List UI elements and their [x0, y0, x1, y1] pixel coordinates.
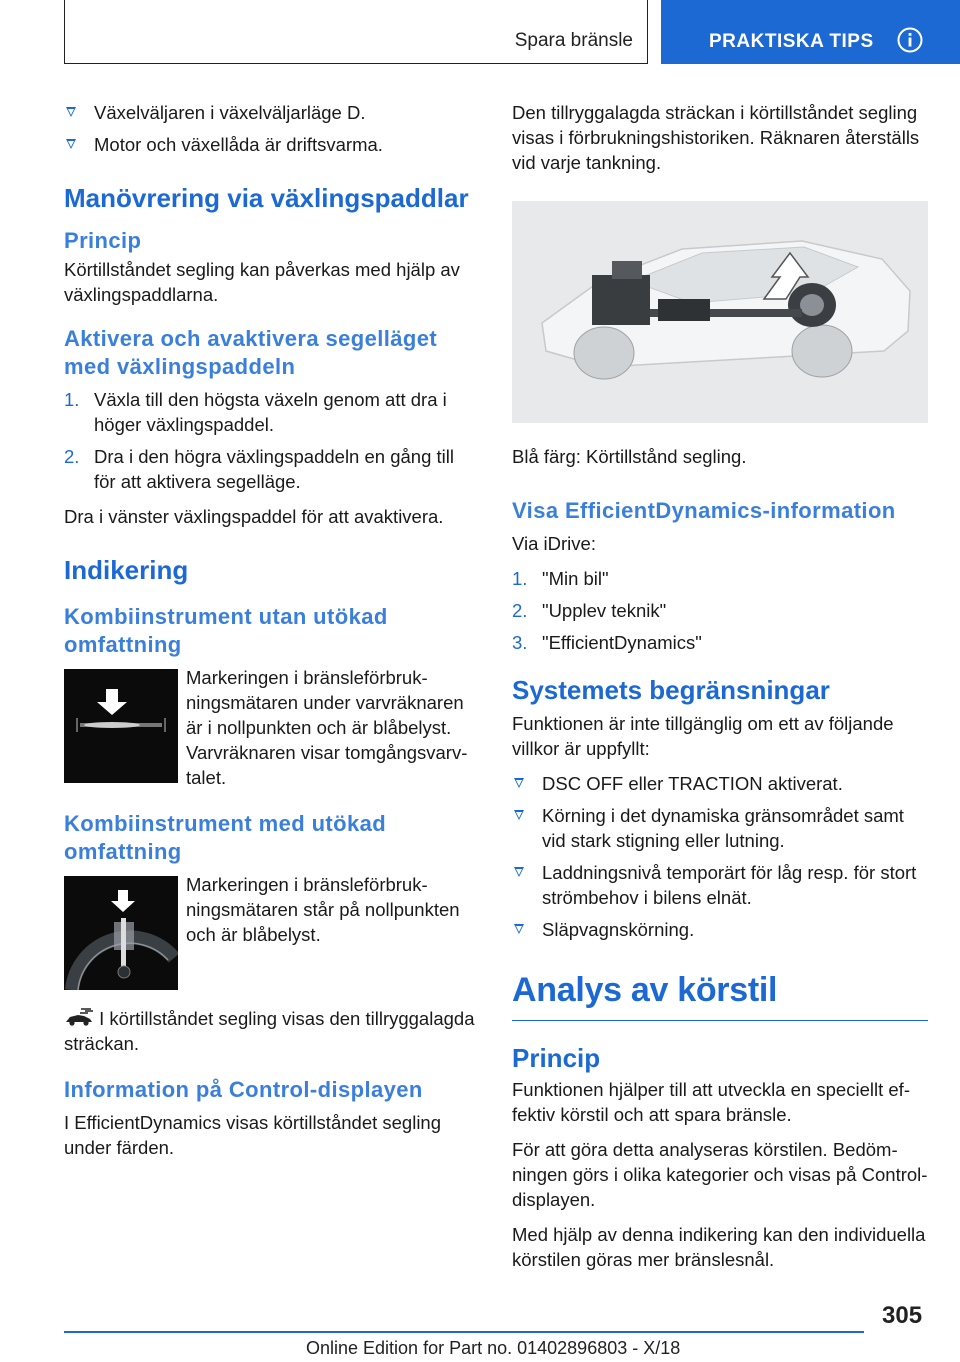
list-item: Motor och växellåda är driftsvarma.	[64, 132, 480, 157]
limits-list	[512, 771, 928, 942]
sailing-distance-text: I körtillståndet segling visas den tillryggalagda sträckan.	[64, 1008, 475, 1054]
analysis-text-3: Med hjälp av denna indikering kan den individuella körstilen göras mer bränslesnål.	[512, 1224, 926, 1270]
triangle-bullet-icon	[66, 139, 76, 149]
list-item: Släpvagnskörning.	[512, 917, 928, 942]
right-column	[512, 100, 928, 1282]
control-display-text: I EfficientDynamics visas körtillståndet segling under färden.	[64, 1112, 442, 1158]
left-column	[64, 100, 480, 1170]
info-icon	[897, 27, 923, 53]
analysis-text-1: Funktionen hjälper till att utveckla en speciellt effektiv körstil och att spara bränsle.	[512, 1079, 910, 1125]
header-box	[64, 0, 648, 64]
prerequisite-list	[64, 100, 480, 157]
list-item: Laddningsnivå temporärt för låg resp. för stort strömbehov i bilens elnät.	[512, 860, 928, 910]
heading-limits: Systemets begränsningar	[512, 675, 830, 705]
car-drivetrain-image	[512, 201, 928, 423]
cluster-basic-text: Markeringen i bränsleförbrukningsmätaren under varvräknaren är i nollpunkten och är blåbelyst. Varvräknaren visar tomgångsvarvtalet.	[186, 667, 468, 788]
list-item: 2. "Upplev teknik"	[512, 600, 667, 621]
triangle-bullet-icon	[514, 924, 524, 934]
sailing-car-icon	[64, 1008, 94, 1028]
footer-edition: Online Edition for Part no. 01402896803 - X/18	[306, 1338, 681, 1358]
analysis-text-2: För att göra detta analyseras körstilen. Bedömningen görs i olika kategorier och visas på Control-displayen.	[512, 1139, 928, 1210]
chapter-tab[interactable]	[661, 0, 960, 64]
via-idrive-text: Via iDrive:	[512, 533, 596, 554]
heading-cluster-basic: Kombiinstrument utan utökad omfattning	[64, 604, 388, 657]
triangle-bullet-icon	[66, 107, 76, 117]
cluster-basic-image	[64, 669, 178, 783]
principle-text: Körtillståndet segling kan påverkas med hjälp av växlingspaddlarna.	[64, 259, 460, 305]
cluster-extended-text: Markeringen i bränsleförbrukningsmätaren står på nollpunkten och är blåbelyst.	[186, 874, 460, 945]
triangle-bullet-icon	[514, 810, 524, 820]
heading-activate: Aktivera och avaktivera segelläget med växlingspaddeln	[64, 326, 438, 379]
cluster-extended-row	[64, 872, 480, 990]
heading-paddles: Manövrering via växlingspaddlar	[64, 183, 469, 213]
cluster-basic-row	[64, 665, 480, 790]
section-title: Spara bränsle	[514, 30, 633, 51]
footer-divider	[64, 1331, 864, 1333]
heading-control-display: Information på Control-displayen	[64, 1077, 423, 1102]
list-item: 2. Dra i den högra växlingspaddeln en gång till för att aktivera segelläge.	[64, 446, 454, 492]
menu-path-list	[512, 566, 928, 655]
cluster-extended-image	[64, 876, 178, 990]
activate-steps	[64, 387, 480, 494]
heading-show-info: Visa EfficientDynamics-information	[512, 498, 896, 523]
list-item: 1. "Min bil"	[512, 568, 609, 589]
image-caption: Blå färg: Körtillstånd segling.	[512, 446, 747, 467]
heading-cluster-extended: Kombiinstrument med utökad omfattning	[64, 811, 387, 864]
deactivate-text: Dra i vänster växlingspaddel för att avaktivera.	[64, 506, 444, 527]
distance-text: Den tillryggalagda sträckan i körtillståndet segling visas i förbrukningshistoriken. Räknaren återställs vid varje tankning.	[512, 102, 920, 173]
triangle-bullet-icon	[514, 867, 524, 877]
page-number: 305	[882, 1302, 923, 1329]
list-item: 1. Växla till den högsta växeln genom att dra i höger växlingspaddel.	[64, 389, 447, 435]
triangle-bullet-icon	[514, 778, 524, 788]
list-item: DSC OFF eller TRACTION aktiverat.	[512, 771, 928, 796]
heading-driving-style-analysis: Analys av körstil	[512, 968, 928, 1021]
limits-intro: Funktionen är inte tillgänglig om ett av följande villkor är uppfyllt:	[512, 713, 894, 759]
list-item: Växelväljaren i växelväljarläge D.	[64, 100, 480, 125]
heading-principle-analysis: Princip	[512, 1043, 601, 1073]
chapter-tab-label: PRAKTISKA TIPS	[709, 31, 874, 52]
list-item: 3. "EfficientDynamics"	[512, 632, 702, 653]
list-item: Körning i det dynamiska gränsområdet samt vid stark stigning eller lutning.	[512, 803, 928, 853]
heading-indication: Indikering	[64, 555, 189, 585]
heading-principle: Princip	[64, 228, 142, 253]
